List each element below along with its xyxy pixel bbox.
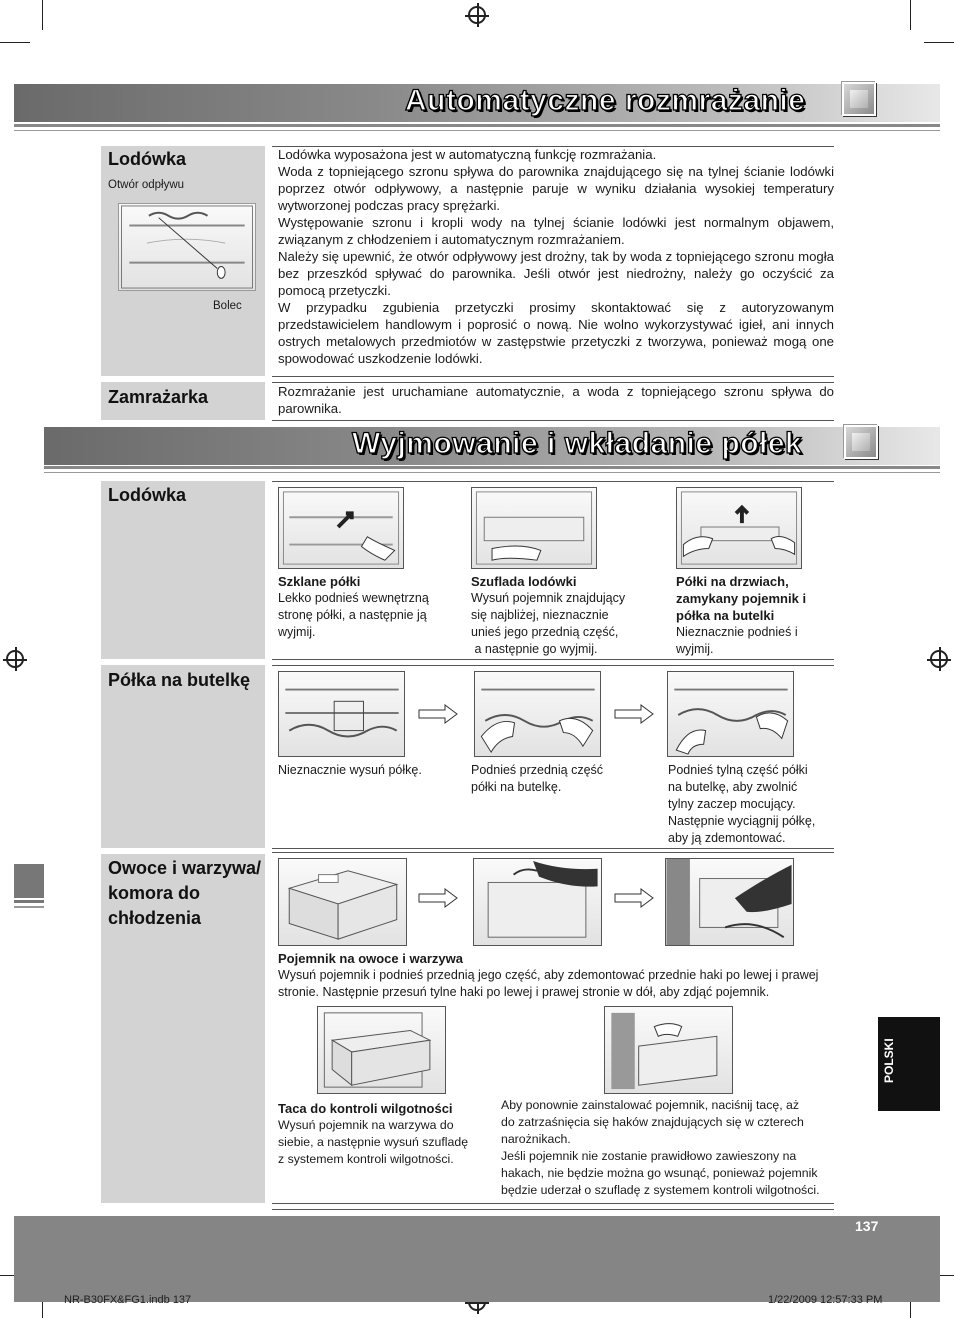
registration-mark-icon bbox=[468, 6, 486, 24]
footer-file-info: NR-B30FX&FG1.indb 137 bbox=[64, 1294, 192, 1306]
drain-label: Otwór odpływu bbox=[108, 179, 185, 191]
section-square-icon bbox=[844, 425, 878, 459]
veg-bin-step3-illustration bbox=[665, 858, 794, 946]
language-tab-label: POLSKI bbox=[882, 1038, 896, 1083]
fridge-drawer-illustration bbox=[471, 487, 597, 569]
arrow-right-icon bbox=[614, 704, 654, 724]
section-heading: Lodówka bbox=[108, 149, 187, 169]
reinstall-tray-illustration bbox=[604, 1006, 733, 1094]
bottle-step2-caption: Podnieś przednią część półki na butelkę. bbox=[471, 763, 604, 794]
bottle-shelf-step2-illustration bbox=[474, 671, 601, 757]
footer-timestamp: 1/22/2009 12:57:33 PM bbox=[768, 1294, 883, 1306]
defrost-freezer-text: Rozmrażanie jest uruchamiane automatycznie, a woda z topniejącego szronu spływa do parownika. bbox=[278, 384, 834, 416]
section-heading: Owoce i warzywa/ komora do chłodzenia bbox=[108, 858, 262, 928]
section-title: Wyjmowanie i wkładanie półek bbox=[352, 427, 803, 460]
veg-bin-step1-illustration bbox=[278, 858, 407, 946]
humidity-tray-illustration bbox=[317, 1006, 446, 1094]
bottle-shelf-step1-illustration bbox=[278, 671, 405, 757]
arrow-right-icon bbox=[418, 888, 458, 908]
defrost-fridge-text: Lodówka wyposażona jest w automatyczną funkcję rozmrażania. Woda z topniejącego szronu spływa do parownika znajdującego się na tylnej ścianie lodówki poprzez otwór odpływowy, a następnie paruje w wyniku działania wysokiej temperatury wytworzonej podczas pracy sprężarki. Występowanie szronu i kropli wody na tylnej ścianie lodówki jest normalnym objawem, związanym z chłodzeniem i automatycznym rozmrażaniem. Należy się upewnić, że otwór odpływowy jest drożny, tak by woda z topniejącego szronu mogła bez przeszkód spływać do parownika. Jeśli otwór jest niedrożny, należy go oczyścić za pomocą przetyczki. W przypadku zgubienia przetyczki prosimy skontaktować się z autoryzowanym przedstawicielem handlowym i poprosić o nową. Nie wolno wykorzystywać igieł, ani innych ostrych metalowych przedmiotów w zastępstwie przetyczki z tworzywa, ponieważ mogą one spowodować uszkodzenie lodówki. bbox=[278, 147, 834, 366]
bottle-step1-caption: Nieznacznie wysuń półkę. bbox=[278, 763, 422, 777]
veg-bin-text: Pojemnik na owoce i warzywa Wysuń pojemnik i podnieś przednią jego część, aby zdemontować przednie haki po lewej i prawej stronie. Następnie przesuń tylne haki po lewej i prawej stronie w dół, aby zdjąć pojemnik. bbox=[278, 951, 819, 999]
veg-bin-step2-illustration bbox=[473, 858, 602, 946]
section-title: Automatyczne rozmrażanie bbox=[405, 84, 806, 117]
fridge-drain-illustration bbox=[118, 203, 256, 291]
section-heading: Półka na butelkę bbox=[108, 670, 251, 690]
bottle-shelf-step3-illustration bbox=[667, 671, 794, 757]
arrow-right-icon bbox=[418, 704, 458, 724]
glass-shelf-caption: Szklane półki Lekko podnieś wewnętrzną stronę półki, a następnie ją wyjmij. bbox=[278, 574, 429, 639]
pin-label: Bolec bbox=[213, 300, 242, 312]
fridge-drawer-caption: Szuflada lodówki Wysuń pojemnik znajdujący się najbliżej, nieznacznie unieś jego przednią część, a następnie go wyjmij. bbox=[471, 574, 626, 656]
door-shelf-illustration bbox=[676, 487, 802, 569]
bottle-step3-caption: Podnieś tylną część półki na butelkę, aby zwolnić tylny zaczep mocujący. Następnie wyciągnij półkę, aby ją zdemontować. bbox=[668, 763, 816, 845]
page-number: 137 bbox=[855, 1218, 879, 1234]
section-heading: Zamrażarka bbox=[108, 387, 209, 407]
section-square-icon bbox=[842, 82, 876, 116]
door-shelf-caption: Półki na drzwiach, zamykany pojemnik i półka na butelki Nieznacznie podnieś i wyjmij. bbox=[676, 574, 807, 656]
humidity-tray-caption: Taca do kontroli wilgotności Wysuń pojemnik na warzywa do siebie, a następnie wysuń szufladę z systemem kontroli wilgotności. bbox=[278, 1101, 469, 1166]
section-heading: Lodówka bbox=[108, 485, 187, 505]
side-gray-tab bbox=[14, 864, 44, 898]
footer-bar bbox=[14, 1216, 940, 1302]
registration-mark-icon bbox=[6, 650, 24, 668]
glass-shelf-illustration bbox=[278, 487, 404, 569]
reinstall-caption: Aby ponownie zainstalować pojemnik, naciśnij tacę, aż do zatrzaśnięcia się haków znajdujących się w czterech narożnikach. Jeśli pojemnik nie zostanie prawidłowo zawieszony na hakach, nie będzie można go wsunąć, ponieważ pojemnik będzie uderzał o szufladę z systemem kontroli wilgotności. bbox=[501, 1098, 820, 1197]
arrow-right-icon bbox=[614, 888, 654, 908]
registration-mark-icon bbox=[930, 650, 948, 668]
